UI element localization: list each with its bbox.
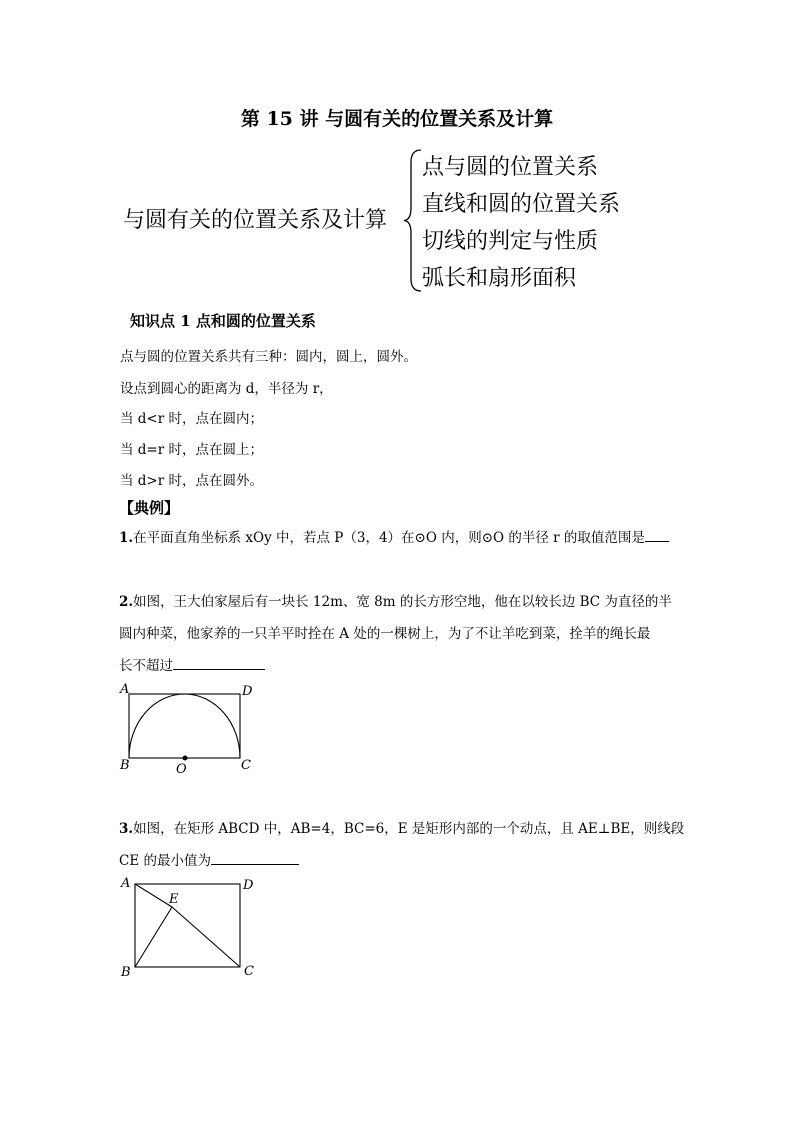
kp-text-line: 设点到圆心的距离为 d，半径为 r，	[120, 381, 333, 397]
kp-text-line: 当 d=r 时，点在圆上；	[120, 442, 263, 458]
label-a: A	[120, 682, 130, 697]
page-title: 第 15 讲 与圆有关的位置关系及计算	[240, 108, 554, 130]
segment-ae	[135, 884, 172, 907]
question-text: 圆内种菜，他家养的一只羊平时拴在 A 处的一棵树上，为了不让羊吃到菜，拴羊的绳长最	[119, 626, 651, 642]
kp-text-line: 点与圆的位置关系共有三种：圆内，圆上，圆外。	[120, 349, 417, 365]
question-text: 在平面直角坐标系 xOy 中，若点 P（3，4）在⊙O 内，则⊙O 的半径 r 的取值范围是	[133, 530, 645, 546]
answer-blank[interactable]	[645, 527, 669, 542]
label-e: E	[169, 892, 179, 907]
figure-rectangle-semicircle	[112, 680, 262, 780]
label-d: D	[242, 684, 253, 699]
question-number: 3.	[119, 821, 134, 837]
segment-ec	[172, 907, 240, 967]
question-text: 长不超过	[119, 658, 173, 674]
outline-item: 点与圆的位置关系	[422, 155, 599, 180]
answer-blank[interactable]	[173, 655, 265, 670]
label-a: A	[121, 876, 131, 891]
center-point-o	[183, 756, 188, 761]
outline-main-topic: 与圆有关的位置关系及计算	[123, 208, 388, 233]
outline-item: 弧长和扇形面积	[422, 266, 577, 291]
rectangle-abcd	[135, 884, 240, 967]
kp-text-line: 当 d<r 时，点在圆内；	[120, 411, 263, 427]
question-2	[119, 586, 672, 682]
rectangle-abcd	[129, 694, 240, 758]
label-b: B	[120, 758, 130, 773]
label-c: C	[244, 964, 254, 979]
question-3	[119, 813, 684, 877]
outline-item: 直线和圆的位置关系	[422, 192, 621, 217]
answer-blank[interactable]	[211, 850, 299, 865]
knowledge-point-heading: 知识点 1 点和圆的位置关系	[130, 312, 316, 330]
question-number: 2.	[119, 594, 134, 610]
kp-text-line: 当 d>r 时，点在圆外。	[120, 473, 263, 489]
question-text: CE 的最小值为	[119, 853, 211, 869]
semicircle-arc	[129, 694, 240, 758]
section-label: 【典例】	[119, 499, 180, 517]
label-d: D	[243, 878, 254, 893]
question-1	[119, 522, 669, 554]
segment-be	[135, 907, 172, 967]
figure-rectangle-ae-be	[112, 872, 262, 982]
question-text: 如图，王大伯家屋后有一块长 12m、宽 8m 的长方形空地，他在以较长边 BC 为直径的半	[133, 594, 672, 610]
outline-item: 切线的判定与性质	[422, 229, 599, 254]
label-o: O	[176, 762, 187, 777]
question-number: 1.	[119, 530, 134, 546]
label-b: B	[121, 965, 131, 980]
label-c: C	[241, 758, 251, 773]
question-text: 如图，在矩形 ABCD 中，AB=4，BC=6，E 是矩形内部的一个动点，且 AE⊥BE，则线段	[133, 821, 685, 837]
